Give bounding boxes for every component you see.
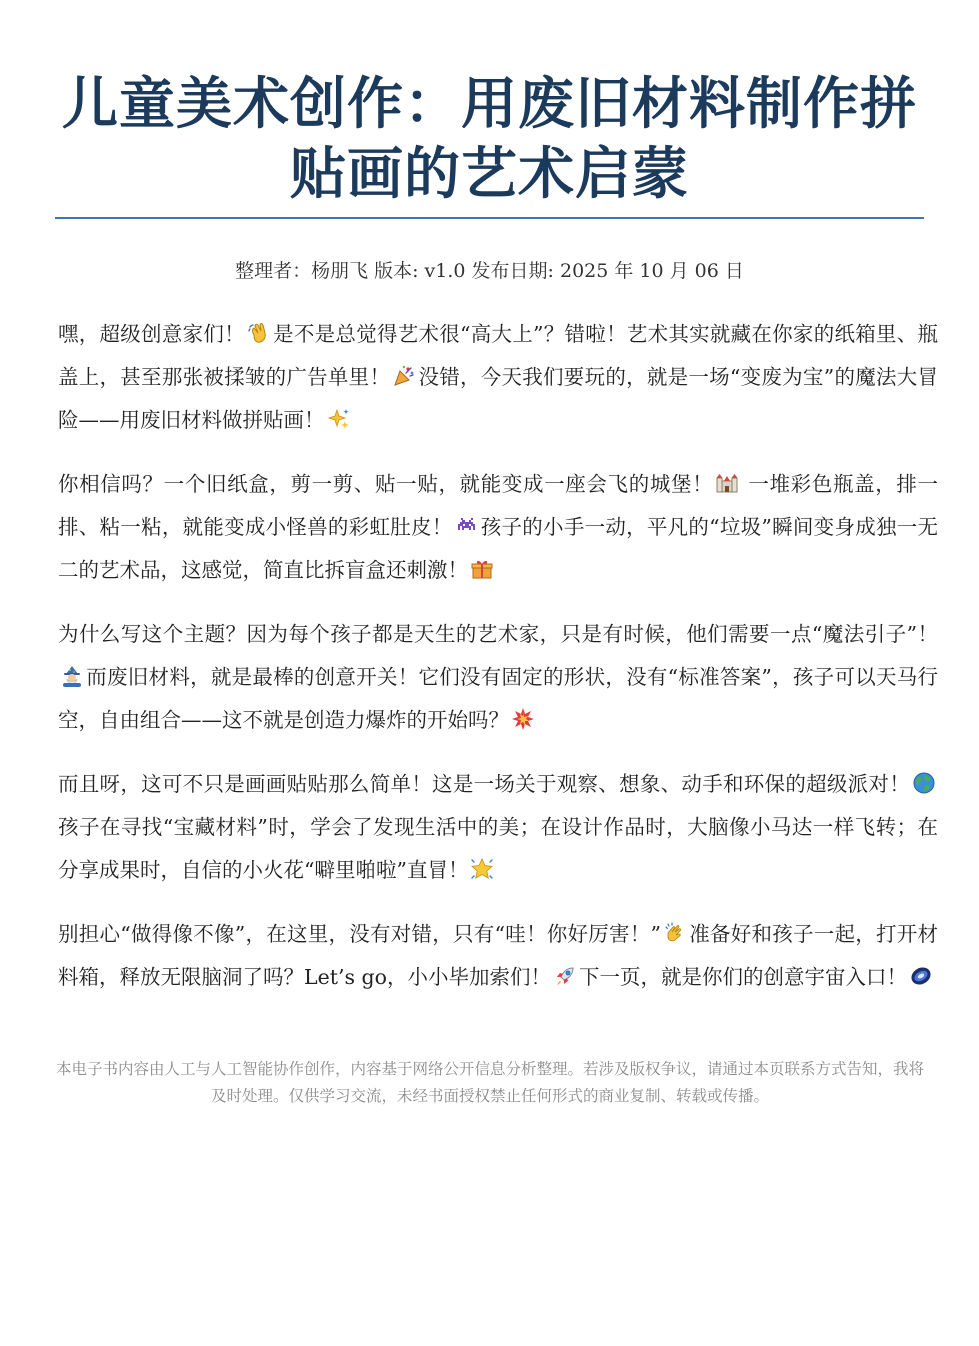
paragraph-text: 你相信吗？一个旧纸盒，剪一剪、贴一贴，就能变成一座会飞的城堡！ bbox=[58, 472, 714, 496]
waving-hand-icon bbox=[247, 321, 271, 345]
clapping-hands-icon bbox=[663, 921, 687, 945]
body-paragraph bbox=[58, 913, 938, 999]
article-body bbox=[58, 313, 938, 1020]
globe-icon bbox=[912, 771, 936, 795]
document-meta: 整理者：杨朋飞 版本: v1.0 发布日期: 2025 年 10 月 06 日 bbox=[235, 260, 744, 282]
paragraph-text: 下一页，就是你们的创意宇宙入口！ bbox=[579, 965, 907, 989]
title-divider bbox=[55, 217, 924, 219]
body-paragraph bbox=[58, 613, 938, 742]
body-paragraph bbox=[58, 763, 938, 892]
paragraph-text: 一堆彩色瓶盖，排一排、粘一粘，就能变成小怪兽的彩虹肚皮！ bbox=[58, 472, 938, 539]
copyright-disclaimer: 本电子书内容由人工与人工智能协作创作，内容基于网络公开信息分析整理。若涉及版权争议，请通过本页联系方式告知，我将及时处理。仅供学习交流，未经书面授权禁止任何形式的商业复制、转载或传播。 bbox=[55, 1060, 924, 1105]
gift-icon bbox=[470, 557, 494, 581]
paragraph-text: 孩子在寻找“宝藏材料”时，学会了发现生活中的美；在设计作品时，大脑像小马达一样飞转；在分享成果时，自信的小火花“噼里啪啦”直冒！ bbox=[58, 815, 938, 882]
paragraph-text: 而废旧材料，就是最棒的创意开关！它们没有固定的形状，没有“标准答案”，孩子可以天马行空，自由组合——这不就是创造力爆炸的开始吗？ bbox=[58, 665, 938, 732]
paragraph-text: 嘿，超级创意家们！ bbox=[58, 322, 245, 346]
castle-icon bbox=[715, 471, 739, 495]
page-title: 儿童美术创作：用废旧材料制作拼贴画的艺术启蒙 bbox=[62, 72, 917, 207]
paragraph-text: 准备好和孩子一起，打开材料箱，释放无限脑洞了吗？Let’s go，小小毕加索们！ bbox=[58, 922, 939, 989]
glowing-star-icon bbox=[470, 857, 494, 881]
party-popper-icon bbox=[392, 364, 416, 388]
collision-icon bbox=[511, 707, 535, 731]
rocket-icon bbox=[553, 964, 577, 988]
paragraph-text: 为什么写这个主题？因为每个孩子都是天生的艺术家，只是有时候，他们需要一点“魔法引子”！ bbox=[58, 622, 938, 646]
paragraph-text: 孩子的小手一动，平凡的“垃圾”瞬间变身成独一无二的艺术品，这感觉，简直比拆盲盒还刺激！ bbox=[58, 515, 939, 582]
space-invader-icon bbox=[455, 514, 479, 538]
paragraph-text: 别担心“做得像不像”，在这里，没有对错，只有“哇！你好厉害！” bbox=[58, 922, 661, 946]
paragraph-text: 没错，今天我们要玩的，就是一场“变废为宝”的魔法大冒险——用废旧材料做拼贴画！ bbox=[58, 365, 938, 432]
paragraph-text: 而且呀，这可不只是画画贴贴那么简单！这是一场关于观察、想象、动手和环保的超级派对！ bbox=[58, 772, 910, 796]
body-paragraph bbox=[58, 313, 938, 442]
wizard-icon bbox=[60, 664, 84, 688]
paragraph-text: 是不是总觉得艺术很“高大上”？错啦！艺术其实就藏在你家的纸箱里、瓶盖上，甚至那张被揉皱的广告单里！ bbox=[58, 322, 939, 389]
body-paragraph bbox=[58, 463, 938, 592]
galaxy-icon bbox=[909, 964, 933, 988]
sparkles-icon bbox=[327, 407, 351, 431]
